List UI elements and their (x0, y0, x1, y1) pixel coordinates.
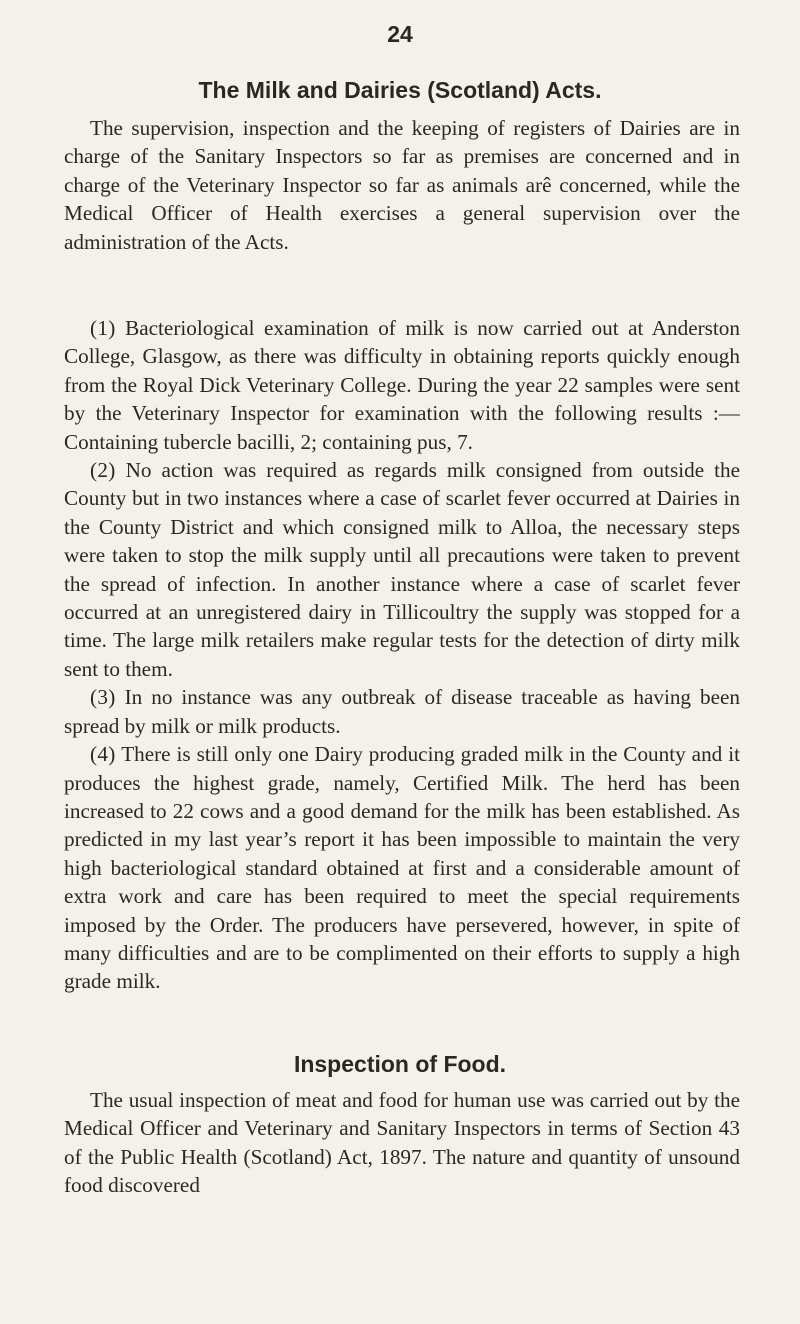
list-item (64, 314, 740, 456)
numbered-list (64, 314, 740, 996)
list-item-text: Bacteriological examination of milk is now carried out at Anderston College, Glasgow, as there was difficulty in obtaining reports quickly enough from the Royal Dick Veterinary College. During the year 22 samples were sent by the Veterinary Inspector for examination with the following results :—Containing tubercle bacilli, 2; containing pus, 7. (64, 316, 740, 454)
list-item (64, 456, 740, 683)
list-item (64, 740, 740, 996)
list-item-text: In no instance was any outbreak of disease traceable as having been spread by milk or milk products. (64, 685, 741, 738)
list-item-number: (2) (90, 458, 116, 483)
list-item-number: (4) (90, 742, 116, 767)
section-heading-milk-dairies: The Milk and Dairies (Scotland) Acts. (198, 77, 602, 103)
food-paragraph-block (64, 1086, 740, 1200)
list-item (64, 683, 740, 740)
list-item-number: (3) (90, 685, 116, 710)
list-item-text: There is still only one Dairy producing graded milk in the County and it produces the highest grade, namely, Certified Milk. The herd has been increased to 22 cows and a good demand for the milk has been established. As predicted in my last year’s report it has been impossible to maintain the very high bacteriological standard obtained at first and a considerable amount of extra work and care has been required to meet the special requirements imposed by the Order. The producers have persevered, however, in spite of many difficulties and are to be complimented on their efforts to supply a high grade milk. (64, 742, 740, 994)
intro-paragraph-block (64, 114, 740, 256)
page-number: 24 (387, 21, 413, 47)
section-heading-food-inspection: Inspection of Food. (293, 1051, 507, 1077)
list-item-number: (1) (90, 316, 116, 340)
food-paragraph: The usual inspection of meat and food for human use was carried out by the Medical Officer and Veterinary and Sanitary Inspectors in terms of Section 43 of the Public Health (Scotland) Act, 1897. The nature and quantity of unsound food discovered (64, 1088, 740, 1198)
list-item-text: No action was required as regards milk consigned from outside the County but in two instances where a case of scarlet fever occurred at Dairies in the County District and which consigned milk to Alloa, the necessary steps were taken to stop the milk supply until all precautions were taken to prevent the spread of infection. In another instance where a case of scarlet fever occurred at an unregistered dairy in Tillicoultry the supply was stopped for a time. The large milk retailers make regular tests for the detection of dirty milk sent to them. (64, 458, 740, 681)
intro-paragraph: The supervision, inspection and the keeping of registers of Dairies are in charge of the Sanitary Inspectors so far as premises are concerned and in charge of the Veterinary Inspector so far as animals arê concerned, while the Medical Officer of Health exercises a general supervision over the administration of the Acts. (64, 116, 740, 254)
